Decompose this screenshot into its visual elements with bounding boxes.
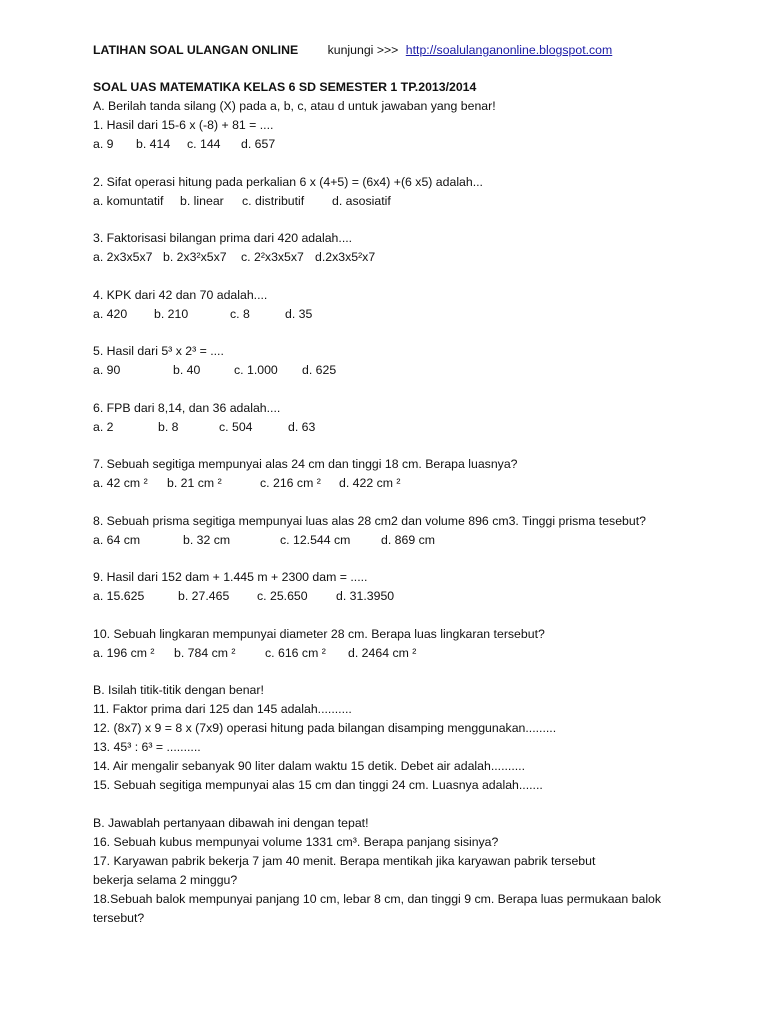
answer-options xyxy=(93,248,733,267)
option-c: c. 216 cm ² xyxy=(260,476,321,490)
question-text: 1. Hasil dari 15-6 x (-8) + 81 = .... xyxy=(93,118,274,132)
option-b: b. 27.465 xyxy=(178,589,230,603)
option-a: a. komuntatif xyxy=(93,193,164,208)
option-d: d. 35 xyxy=(285,306,313,321)
option-c: c. 144 xyxy=(187,137,221,151)
option-d: d. 869 cm xyxy=(381,532,435,547)
question-text: 7. Sebuah segitiga mempunyai alas 24 cm dan tinggi 18 cm. Berapa luasnya? xyxy=(93,457,518,471)
answer-options xyxy=(93,135,733,154)
fill-in-item: 11. Faktor prima dari 125 dan 145 adalah.......... xyxy=(93,702,352,716)
option-a: a. 2x3x5x7 xyxy=(93,250,153,264)
option-a: a. 2 xyxy=(93,419,114,434)
option-d: d. asosiatif xyxy=(332,193,391,208)
option-b: b. 784 cm ² xyxy=(174,645,236,660)
fill-in-item: 15. Sebuah segitiga mempunyai alas 15 cm dan tinggi 24 cm. Luasnya adalah....... xyxy=(93,778,543,792)
question-block xyxy=(93,399,733,437)
option-d: d. 657 xyxy=(241,137,276,151)
question-block xyxy=(93,512,733,550)
question-block xyxy=(93,455,733,493)
option-b: b. 40 xyxy=(173,363,201,377)
option-c: c. 1.000 xyxy=(234,363,278,377)
question-block xyxy=(93,116,733,154)
question-text: 10. Sebuah lingkaran mempunyai diameter 28 cm. Berapa luas lingkaran tersebut? xyxy=(93,626,545,641)
visit-label: kunjungi >>> xyxy=(327,43,399,57)
option-d: d. 422 cm ² xyxy=(339,476,401,490)
answer-options xyxy=(93,418,733,437)
question-text: 6. FPB dari 8,14, dan 36 adalah.... xyxy=(93,400,281,415)
option-c: c. distributif xyxy=(242,193,305,208)
document-page xyxy=(93,40,733,928)
section-c-instruction: B. Jawablah pertanyaan dibawah ini dengan tepat! xyxy=(93,815,369,830)
essay-item: 16. Sebuah kubus mempunyai volume 1331 cm³. Berapa panjang sisinya? xyxy=(93,834,499,849)
question-text: 5. Hasil dari 5³ x 2³ = .... xyxy=(93,344,224,358)
section-b-instruction: B. Isilah titik-titik dengan benar! xyxy=(93,683,264,697)
answer-options xyxy=(93,361,733,380)
answer-options xyxy=(93,531,733,550)
exam-title: SOAL UAS MATEMATIKA KELAS 6 SD SEMESTER 1 TP.2013/2014 xyxy=(93,80,477,94)
essay-item: 17. Karyawan pabrik bekerja 7 jam 40 menit. Berapa mentikah jika karyawan pabrik tersebut bekerja selama 2 minggu? xyxy=(93,853,596,887)
option-b: b. 32 cm xyxy=(183,532,231,547)
option-a: a. 420 xyxy=(93,306,128,321)
question-block xyxy=(93,173,733,211)
option-c: c. 504 xyxy=(219,419,253,434)
fill-in-item: 14. Air mengalir sebanyak 90 liter dalam waktu 15 detik. Debet air adalah.......... xyxy=(93,759,525,773)
answer-options xyxy=(93,474,733,493)
option-b: b. 414 xyxy=(136,137,171,151)
option-b: b. 2x3²x5x7 xyxy=(163,250,227,264)
option-a: a. 15.625 xyxy=(93,589,145,603)
question-text: 2. Sifat operasi hitung pada perkalian 6 x (4+5) = (6x4) +(6 x5) adalah... xyxy=(93,174,483,189)
option-a: a. 9 xyxy=(93,137,114,151)
option-c: c. 8 xyxy=(230,306,250,321)
option-c: c. 616 cm ² xyxy=(265,645,326,660)
question-text: 8. Sebuah prisma segitiga mempunyai luas alas 28 cm2 dan volume 896 cm3. Tinggi prisma tesebut? xyxy=(93,513,646,528)
fill-in-item: 12. (8x7) x 9 = 8 x (7x9) operasi hitung pada bilangan disamping menggunakan......... xyxy=(93,721,557,735)
answer-options xyxy=(93,192,733,211)
question-block xyxy=(93,286,733,324)
section-a-instruction: A. Berilah tanda silang (X) pada a, b, c, atau d untuk jawaban yang benar! xyxy=(93,99,496,113)
option-b: b. linear xyxy=(180,193,224,208)
question-block xyxy=(93,568,733,606)
option-c: c. 25.650 xyxy=(257,589,308,603)
option-d: d. 31.3950 xyxy=(336,589,395,603)
answer-options xyxy=(93,587,733,606)
option-d: d. 63 xyxy=(288,419,316,434)
option-d: d. 625 xyxy=(302,363,337,377)
question-block xyxy=(93,342,733,380)
option-a: a. 196 cm ² xyxy=(93,645,155,660)
fill-in-item: 13. 45³ : 6³ = .......... xyxy=(93,740,201,754)
option-c: c. 2²x3x5x7 xyxy=(241,250,304,264)
option-d: d.2x3x5²x7 xyxy=(315,250,376,264)
option-b: b. 8 xyxy=(158,419,179,434)
site-name: LATIHAN SOAL ULANGAN ONLINE xyxy=(93,43,299,57)
question-block xyxy=(93,625,733,663)
question-text: 4. KPK dari 42 dan 70 adalah.... xyxy=(93,287,268,302)
option-a: a. 42 cm ² xyxy=(93,476,148,490)
answer-options xyxy=(93,644,733,663)
option-a: a. 64 cm xyxy=(93,532,141,547)
site-link[interactable]: http://soalulanganonline.blogspot.com xyxy=(405,43,613,57)
question-block xyxy=(93,229,733,267)
question-text: 9. Hasil dari 152 dam + 1.445 m + 2300 dam = ..... xyxy=(93,570,368,584)
option-a: a. 90 xyxy=(93,363,121,377)
option-d: d. 2464 cm ² xyxy=(348,645,417,660)
answer-options xyxy=(93,305,733,324)
option-b: b. 210 xyxy=(154,306,189,321)
question-text: 3. Faktorisasi bilangan prima dari 420 adalah.... xyxy=(93,231,353,245)
essay-item: 18.Sebuah balok mempunyai panjang 10 cm, lebar 8 cm, dan tinggi 9 cm. Berapa luas permukaan balok tersebut? xyxy=(93,891,662,925)
option-b: b. 21 cm ² xyxy=(167,476,222,490)
page-header xyxy=(93,40,733,60)
option-c: c. 12.544 cm xyxy=(280,532,351,547)
